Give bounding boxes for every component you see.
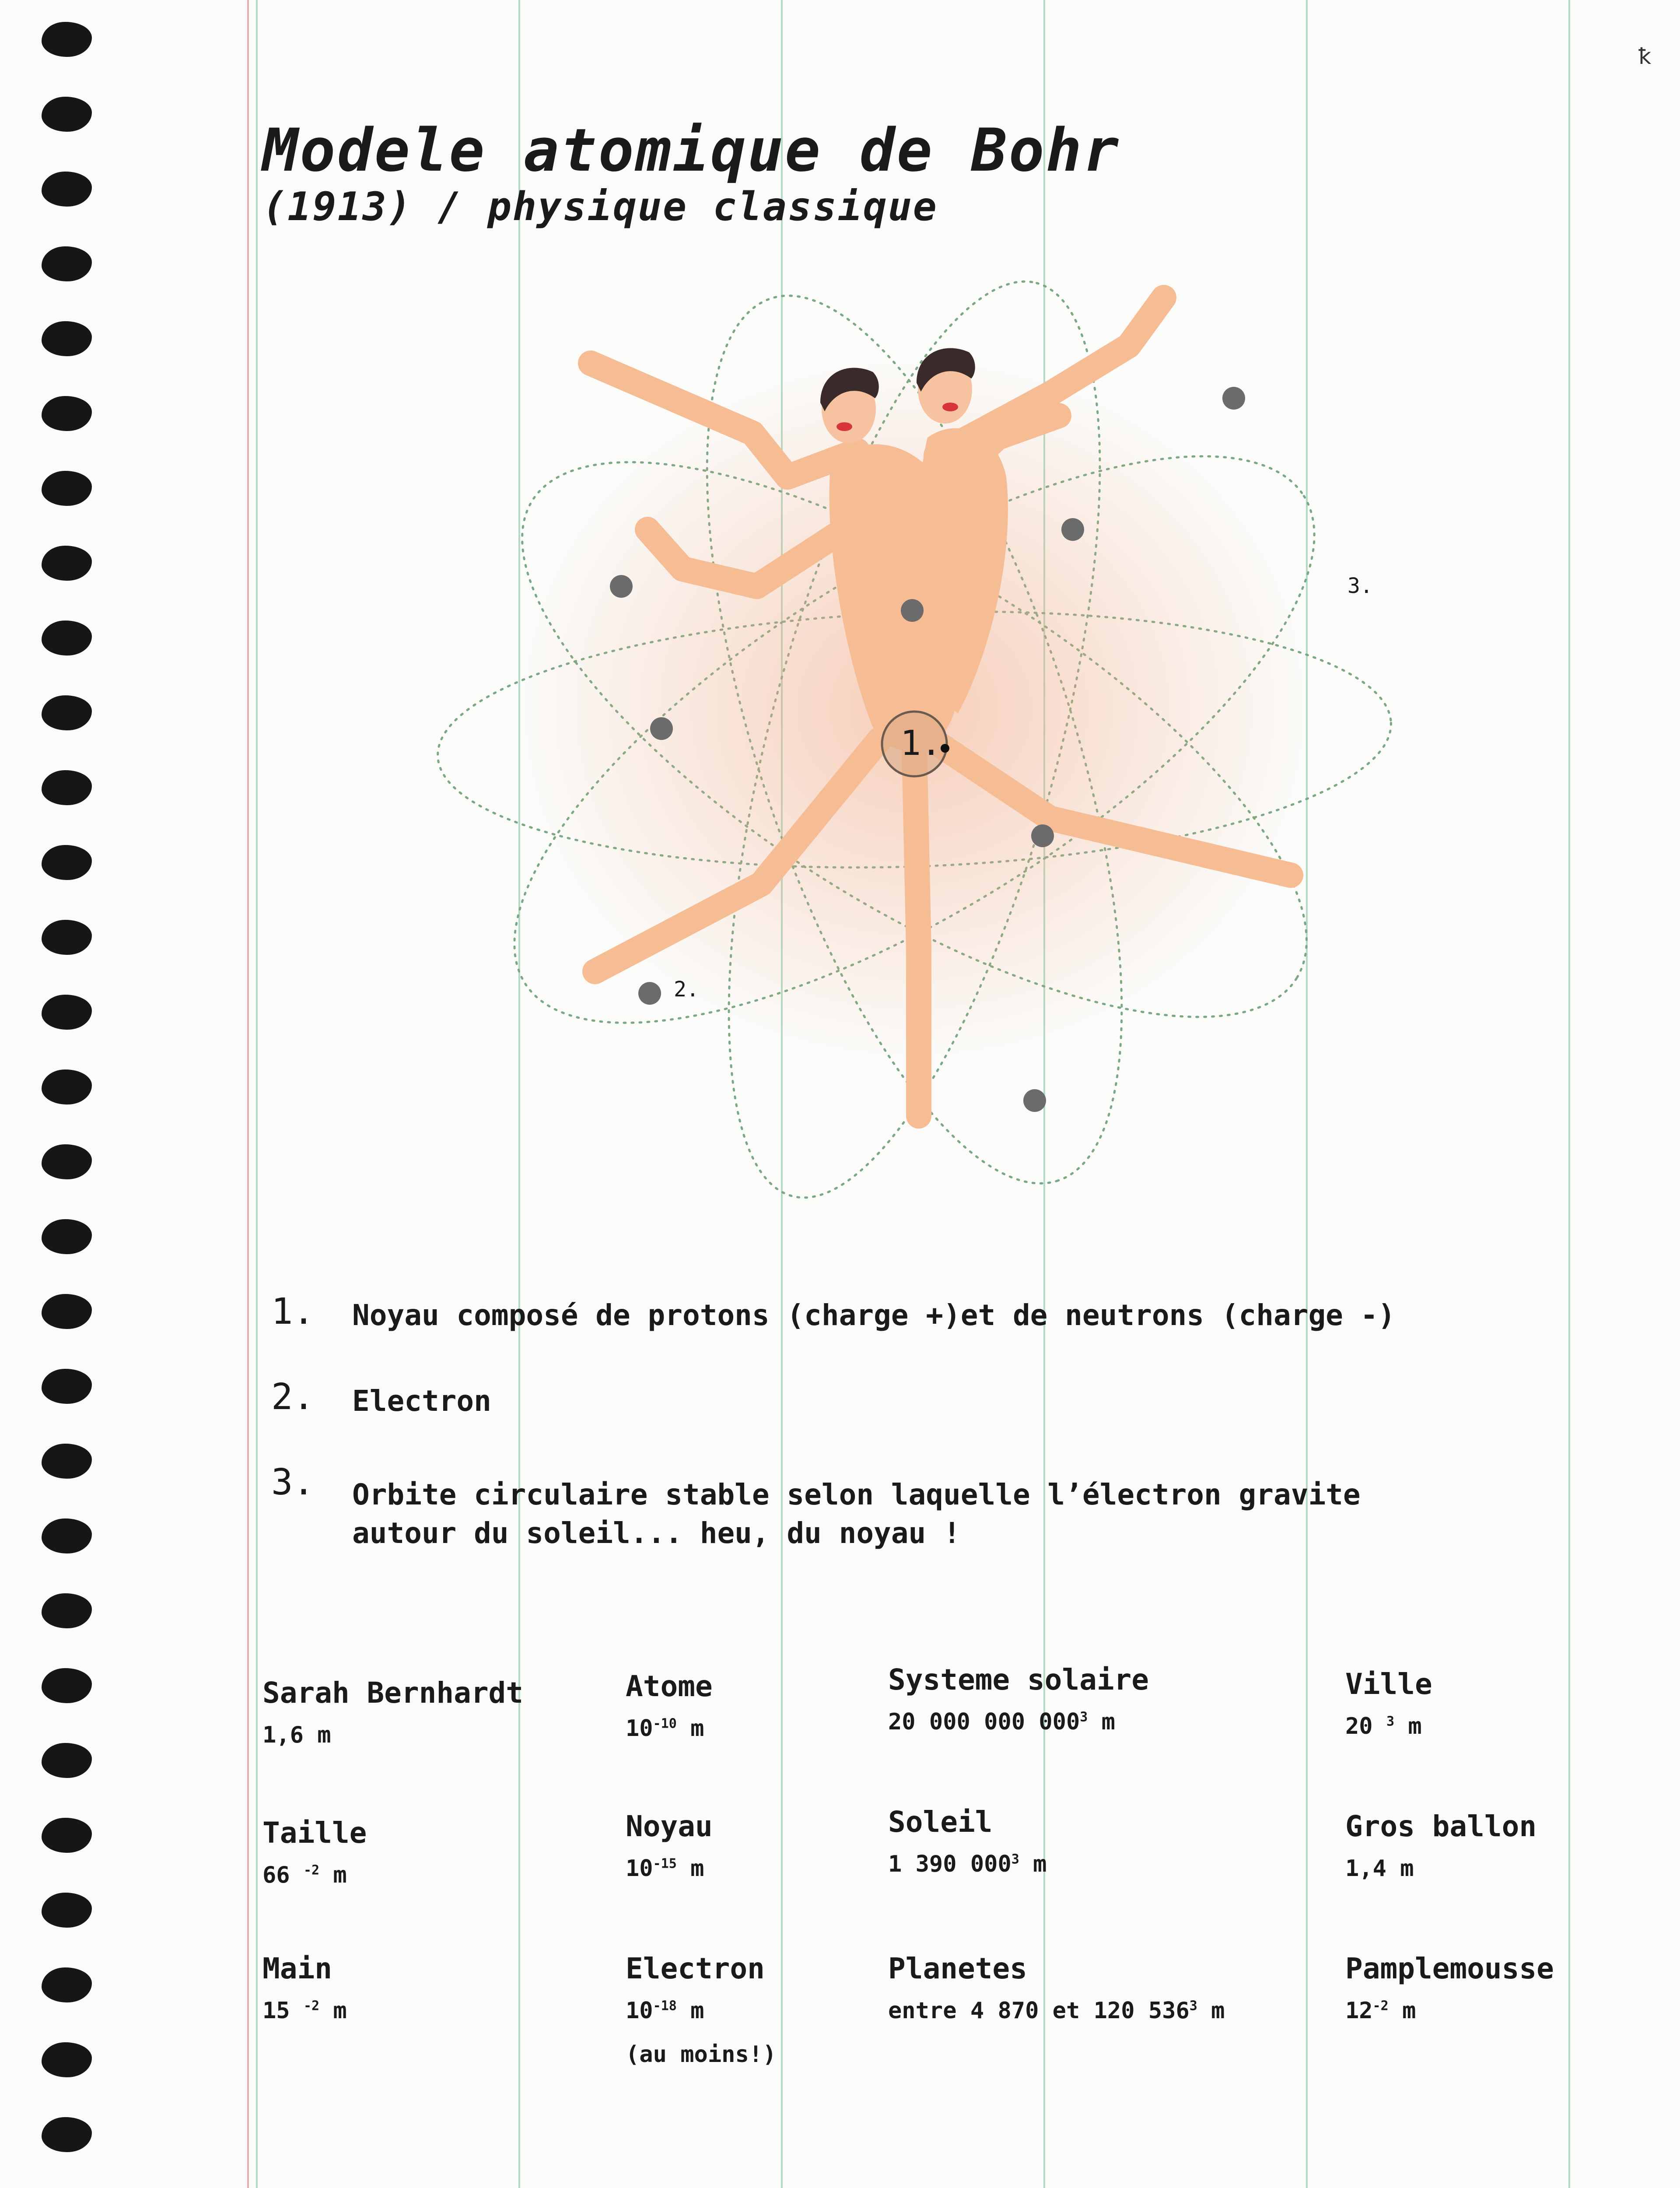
electron-dot — [1222, 387, 1245, 410]
stat-pamplemousse — [1345, 1952, 1554, 2024]
electron-dot — [1061, 518, 1084, 541]
stat-label: Atome — [626, 1669, 713, 1703]
electron-dot — [610, 575, 633, 598]
spiral-hole — [42, 22, 92, 57]
spiral-hole — [42, 695, 92, 730]
orbit-label: 3. — [1348, 574, 1373, 598]
legend-number-2: 2. — [271, 1376, 315, 1418]
spiral-hole — [42, 1294, 92, 1329]
stat-label: Main — [262, 1952, 332, 1985]
stat-taille — [262, 1816, 367, 1888]
spiral-hole — [42, 770, 92, 805]
stat-soleil — [888, 1805, 1046, 1877]
stat-electron — [626, 1952, 776, 2068]
spiral-hole — [42, 1518, 92, 1553]
legend-text-3-line2: autour du soleil... heu, du noyau ! — [352, 1516, 961, 1550]
stat-gros-ballon — [1345, 1809, 1536, 1882]
electron-dot — [1031, 824, 1054, 847]
stat-systeme-solaire — [888, 1663, 1149, 1735]
stat-atome — [626, 1669, 713, 1742]
stat-value: entre 4 870 et 120 $536^3$ m — [888, 1998, 1225, 2024]
electron-dot — [650, 717, 673, 740]
stat-value: 1,6 m — [262, 1722, 331, 1748]
stat-ville — [1345, 1667, 1432, 1739]
stat-sarah-bernhardt — [262, 1676, 523, 1748]
stat-value: $10^{-10}$ m — [626, 1715, 704, 1742]
spiral-hole — [42, 1444, 92, 1479]
stat-label: Systeme solaire — [888, 1663, 1149, 1697]
spiral-hole — [42, 546, 92, 581]
legend-text-1: Noyau composé de protons (charge +)et de neutrons (charge -) — [352, 1298, 1396, 1332]
stat-planetes — [888, 1952, 1225, 2024]
electron-dot — [638, 982, 661, 1005]
spiral-hole — [42, 396, 92, 431]
spiral-hole — [42, 1967, 92, 2002]
stat-label: Pamplemousse — [1345, 1952, 1554, 1985]
spiral-hole — [42, 995, 92, 1030]
spiral-hole — [42, 1593, 92, 1628]
stat-value: 1,4 m — [1345, 1855, 1414, 1882]
electron-dot — [901, 599, 924, 622]
spiral-hole — [42, 1144, 92, 1179]
legend-number-3: 3. — [271, 1462, 315, 1503]
stat-value: $10^{-15}$ m — [626, 1855, 704, 1882]
stat-label: Planetes — [888, 1952, 1027, 1985]
spiral-hole — [42, 97, 92, 132]
corner-mark: ꝁ — [1638, 44, 1652, 69]
stat-value: 66 $^{-2}$ m — [262, 1862, 347, 1888]
stat-value: $10^{-18}$ m — [626, 1998, 704, 2024]
electron-dot — [1023, 1089, 1046, 1112]
spiral-hole — [42, 321, 92, 356]
nucleus-dot-icon — [941, 744, 949, 753]
electron-label: 2. — [674, 977, 699, 1002]
legend-text-2: Electron — [352, 1384, 491, 1418]
stat-label: Electron — [626, 1952, 765, 1985]
legend-text-3: Orbite circulaire stable selon laquelle l’électron gravite — [352, 1478, 1361, 1511]
spiral-hole — [42, 2042, 92, 2077]
spiral-hole — [42, 1369, 92, 1404]
spiral-hole — [42, 920, 92, 955]
stat-noyau — [626, 1809, 713, 1882]
stat-value: $12^{-2}$ m — [1345, 1998, 1416, 2024]
stat-label: Noyau — [626, 1809, 713, 1843]
spiral-hole — [42, 621, 92, 656]
spiral-hole — [42, 172, 92, 207]
spiral-hole — [42, 1818, 92, 1853]
stat-value: 20 $^3$ m — [1345, 1713, 1422, 1739]
spiral-hole — [42, 1219, 92, 1254]
stat-value: 1 390 $000^3$ m — [888, 1851, 1047, 1877]
spiral-hole — [42, 845, 92, 880]
page-subtitle: (1913) / physique classique — [262, 184, 938, 230]
stat-label: Ville — [1345, 1667, 1432, 1701]
stat-label: Taille — [262, 1816, 367, 1850]
stat-label: Soleil — [888, 1805, 993, 1839]
legend-number-1: 1. — [271, 1291, 315, 1332]
bohr-atom-illustration — [394, 249, 1444, 1256]
spiral-hole — [42, 1893, 92, 1928]
stat-main — [262, 1952, 347, 2024]
spiral-hole — [42, 471, 92, 506]
margin-line — [247, 0, 249, 2188]
stat-note: (au moins!) — [626, 2041, 777, 2068]
spiral-hole — [42, 2117, 92, 2152]
spiral-hole — [42, 1668, 92, 1703]
page-title: Modele atomique de Bohr — [262, 116, 1121, 185]
stat-value: 20 000 000 $000^3$ m — [888, 1709, 1115, 1735]
stat-value: 15 $^{-2}$ m — [262, 1998, 347, 2024]
stat-label: Gros ballon — [1345, 1809, 1537, 1843]
spiral-hole — [42, 1069, 92, 1105]
spiral-hole — [42, 246, 92, 281]
stat-label: Sarah Bernhardt — [262, 1676, 524, 1710]
spiral-hole — [42, 1743, 92, 1778]
nucleus-label: 1. — [900, 724, 942, 763]
